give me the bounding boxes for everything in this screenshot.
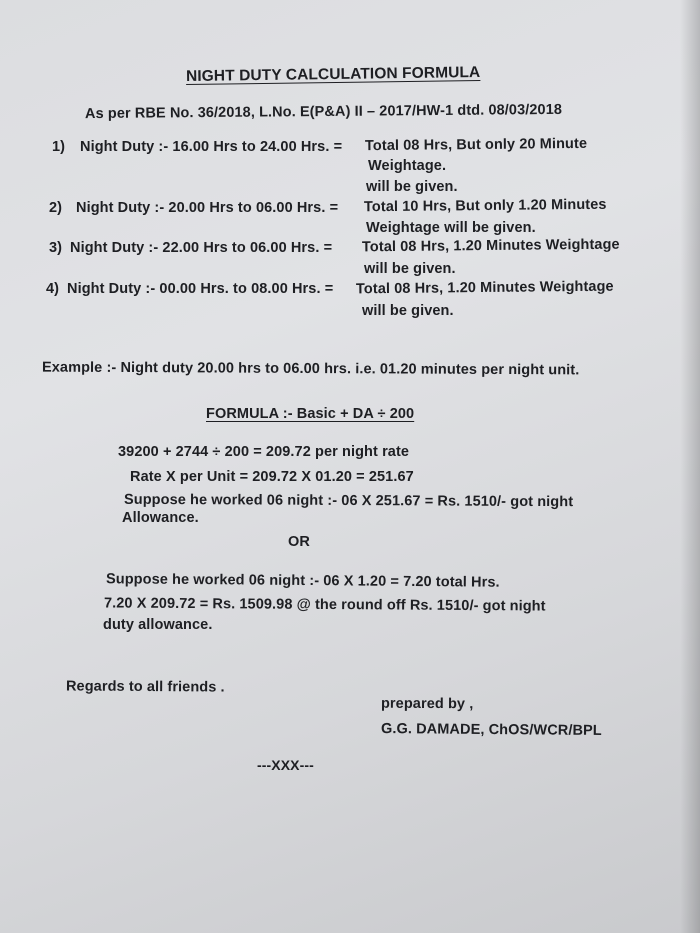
rule-result: Total 08 Hrs, 1.20 Minutes Weightage — [361, 236, 620, 256]
page-shadow — [680, 0, 700, 933]
rule-number: 2) — [49, 200, 63, 216]
rule-result: Total 10 Hrs, But only 1.20 Minutes — [363, 196, 607, 216]
regards-line: Regards to all friends . — [65, 678, 225, 696]
calc-line: Suppose he worked 06 night :- 06 X 251.67 = Rs. 1510/- got night — [123, 491, 574, 511]
rule-result: will be given. — [366, 179, 458, 195]
alt-calc-line: Suppose he worked 06 night :- 06 X 1.20 = 7.20 total Hrs. — [105, 571, 500, 591]
formula-heading: FORMULA :- Basic + DA ÷ 200 — [206, 406, 415, 422]
author-name: G.G. DAMADE, ChOS/WCR/BPL — [380, 721, 602, 739]
rule-duty: Night Duty :- 20.00 Hrs to 06.00 Hrs. = — [76, 200, 339, 216]
rule-number: 1) — [52, 139, 66, 155]
rule-result: will be given. — [364, 261, 456, 277]
calc-line: Rate X per Unit = 209.72 X 01.20 = 251.67 — [130, 469, 414, 485]
document-title: NIGHT DUTY CALCULATION FORMULA — [185, 63, 481, 86]
rule-result: Total 08 Hrs, 1.20 Minutes Weightage — [355, 278, 614, 298]
or-separator: OR — [288, 534, 310, 550]
reference-line: As per RBE No. 36/2018, L.No. E(P&A) II – 2017/HW-1 dtd. 08/03/2018 — [84, 101, 563, 123]
rule-duty: Night Duty :- 16.00 Hrs to 24.00 Hrs. = — [80, 139, 343, 155]
rule-number: 4) — [46, 281, 60, 297]
rule-result: Total 08 Hrs, But only 20 Minute — [364, 135, 588, 155]
alt-calc-line: 7.20 X 209.72 = Rs. 1509.98 @ the round off Rs. 1510/- got night — [103, 595, 546, 615]
example-line: Example :- Night duty 20.00 hrs to 06.00 hrs. i.e. 01.20 minutes per night unit. — [41, 359, 580, 379]
alt-calc-line: duty allowance. — [103, 617, 213, 633]
rule-result: Weightage. — [368, 158, 447, 174]
rule-duty: Night Duty :- 00.00 Hrs. to 08.00 Hrs. = — [67, 281, 334, 297]
calc-line: Allowance. — [122, 510, 199, 526]
rule-duty: Night Duty :- 22.00 Hrs to 06.00 Hrs. = — [70, 240, 333, 256]
prepared-by: prepared by , — [380, 695, 474, 713]
calc-line: 39200 + 2744 ÷ 200 = 209.72 per night rate — [118, 444, 410, 460]
end-mark: ---XXX--- — [257, 757, 314, 773]
rule-result: Weightage will be given. — [366, 220, 536, 236]
rule-number: 3) — [49, 240, 63, 256]
rule-result: will be given. — [362, 303, 454, 319]
